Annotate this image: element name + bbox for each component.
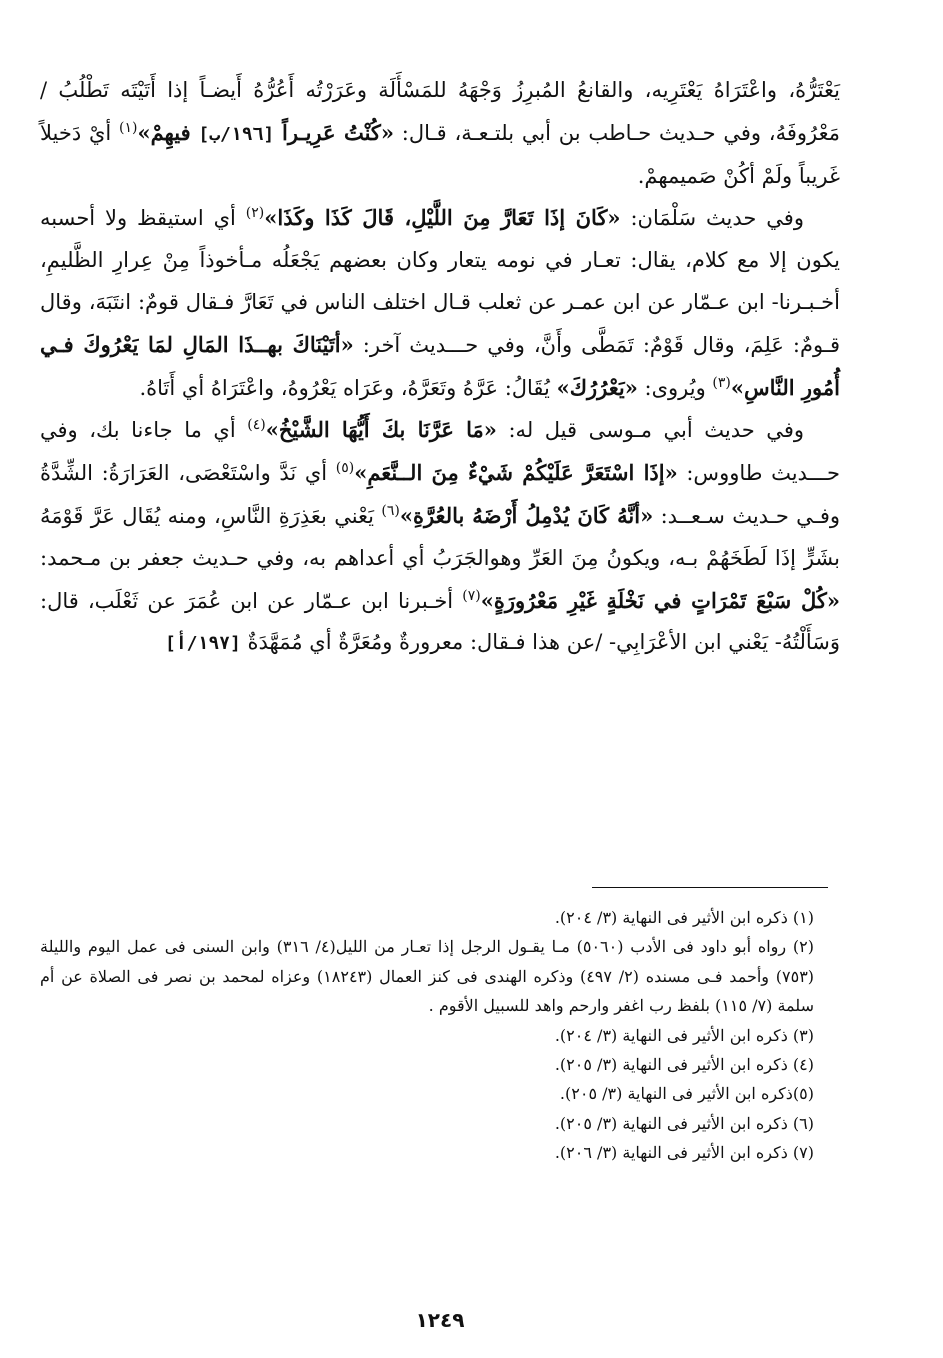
hadith-quote: «كُنْتُ عَرِيـراً <box>282 119 395 145</box>
footnote-reference: (١) <box>118 119 138 136</box>
body-paragraph <box>40 409 840 665</box>
footnote-item: (٥)ذكره ابن الأثير فى النهاية (٣/ ٢٠٥). <box>559 1084 814 1104</box>
footnotes-section <box>40 903 840 1168</box>
book-page <box>40 70 841 1332</box>
text-segment: وفي حديث سَلْمَان: <box>620 206 804 231</box>
page-number: ١٢٤٩ <box>415 1308 465 1332</box>
footnote-item: (١) ذكره ابن الأثير فى النهاية (٣/ ٢٠٤). <box>554 908 814 927</box>
footnote-reference: (٤) <box>247 417 266 434</box>
hadith-quote: «أتَيْنَاكَ بهــذَا المَالِ لمَا يَعْرُوكَ فـي أُمُورِ النَّاسِ» <box>40 331 840 400</box>
text-segment: أي استيقظ ولا أحسبه يكون إلا مع كلام، يقال: تعـار في نومه يتعار وكان بعضهم يَجْعَلُه مـأخوذاً مِنْ عِرارِ الظَّليمِ، أخـبـرنا- ابن عـمّار عن ابن عمـر عن ثعلب قـال اختلف الناس في تَعَارَّ فـقال قومٌ: انتَبَهَ، وقال قـومٌ: عَلِمَ، وقال قَوْمٌ: تَمَطَّى وأَنَّ، وفي حـــديث آخر: <box>40 206 840 357</box>
footnote-reference: (٣) <box>712 374 731 391</box>
hadith-quote: «مَا عَرَّنَا بكَ أَيُّهَا الشَّيْخُ» <box>265 417 497 443</box>
footnote-item: (٤) ذكره ابن الأثير فى النهاية (٣/ ٢٠٥). <box>554 1055 814 1075</box>
text-segment: يَعْتَرُّهُ، واعْتَرَاهُ يَعْتَرِيه، والقانعُ المُبرِزُ وَجْهَهُ للمَسْأَلَة وعَرَرْتُه أَعُرُّهُ أَيضـاً إذا أَتَيْتَه تَطْلُبُ / مَعْرُوفَهُ، وفي حـديث حـاطب بن أبي بلتـعـة، قـال: <box>40 78 840 145</box>
footnote-reference: (٥) <box>335 460 355 477</box>
body-paragraph <box>40 70 840 197</box>
hadith-quote: فيهِمْ» <box>137 119 191 145</box>
footnote-reference: (٧) <box>462 587 481 604</box>
hadith-quote: «يَعْرُرُكَ» <box>556 374 638 400</box>
hadith-quote: «كَانَ إذَا تَعَارَّ مِنَ اللَّيْلِ، قَالَ كَذَا وكَذَا» <box>264 205 621 231</box>
footnote-item: (٦) ذكره ابن الأثير فى النهاية (٣/ ٢٠٥). <box>554 1113 814 1133</box>
manuscript-folio-marker: [١٩٧/أ] <box>164 633 241 655</box>
footnote-separator-line <box>592 887 828 888</box>
body-paragraph <box>40 197 840 409</box>
footnote-reference: (٢) <box>245 205 265 222</box>
footnote-item: (٣) ذكره ابن الأثير فى النهاية (٣/ ٢٠٤). <box>554 1025 814 1045</box>
text-segment: وفي حديث أبي مـوسى قيل له: <box>496 418 804 443</box>
manuscript-folio-marker: [١٩٦/ب] <box>198 123 275 145</box>
hadith-quote: «إذَا اسْتَعَرَّ عَلَيْكُمْ شَيْءٌ مِنَ الــنَّعَمِ» <box>354 460 678 486</box>
text-segment: يُقَالُ: عَرَّهُ وتَعَرَّهُ، وعَرَاه يَعْرُوهُ، واعْتَرَاهُ أي أَتَاهُ. <box>139 375 557 400</box>
text-segment <box>274 121 282 145</box>
text-segment: يَعْني بعَذِرَةِ النَّاسِ، ومنه يُقَال عَرَّ قَوْمَهُ بشَرٍّ إذَا لَطَخَهُمْ بـه، ويكونُ مِنَ العَرِّ وهوالجَرَبُ أي أعداهم به، وفي حـديث جعفر بن مـحمد: <box>40 503 840 570</box>
text-segment: أي نَدَّ واسْتَعْصَى، العَرَارَةُ: الشِّدَّةُ وفـي حـديث سـعــد: <box>40 461 841 528</box>
text-segment: أيْ دَخيلاً غَريباً ولَمْ أكُنْ صَميمهمْ. <box>40 120 840 188</box>
text-segment: ويُروى: <box>637 375 713 400</box>
footnote-item: (٢) رواه أبو داود فى الأدب (٥٠٦٠) مـا يقـول الرجل إذا تعـار من الليل(٤/ ٣١٦) وابن السنى فى عمل اليوم والليلة (٧٥٣) وأحمد فـى مسنده (٢/ ٤٩٧) وذكره الهندى فى كنز العمال (١٨٢٤٣) وعزاه لمحمد بن نصر فى الصلاة عن أم سلمة (٧/ ١١٥) بلفظ رب اغفر وارحم واهد للسبيل الأقوم . <box>40 937 815 1016</box>
text-segment: أي ما جاءنا بك، وفي حـــديث طاووس: <box>40 418 840 486</box>
footnote-item: (٧) ذكره ابن الأثير فى النهاية (٣/ ٢٠٦). <box>554 1143 814 1163</box>
main-text-body <box>40 70 840 665</box>
text-segment: أخـبرنا ابن عـمّار عن ابن عُمَرَ عن ثَعْلَب، قال: وَسَأَلْتُهُ- يَعْني ابن الأعْرَابِي- /عن هذا فـقال: معرورةٌ ومُعَرَّةٌ أي مُمَهَّدَةٌ <box>40 588 840 655</box>
hadith-quote: «كُلْ سَبْعَ تَمْرَاتٍ في نَخْلَةٍ غَيْرِ مَعْرُورَةٍ» <box>480 587 840 613</box>
hadith-quote: «أنَّهُ كَانَ يُدْمِلُ أَرْضَهُ بالعُرَّةِ» <box>399 502 654 528</box>
footnote-reference: (٦) <box>381 502 400 519</box>
